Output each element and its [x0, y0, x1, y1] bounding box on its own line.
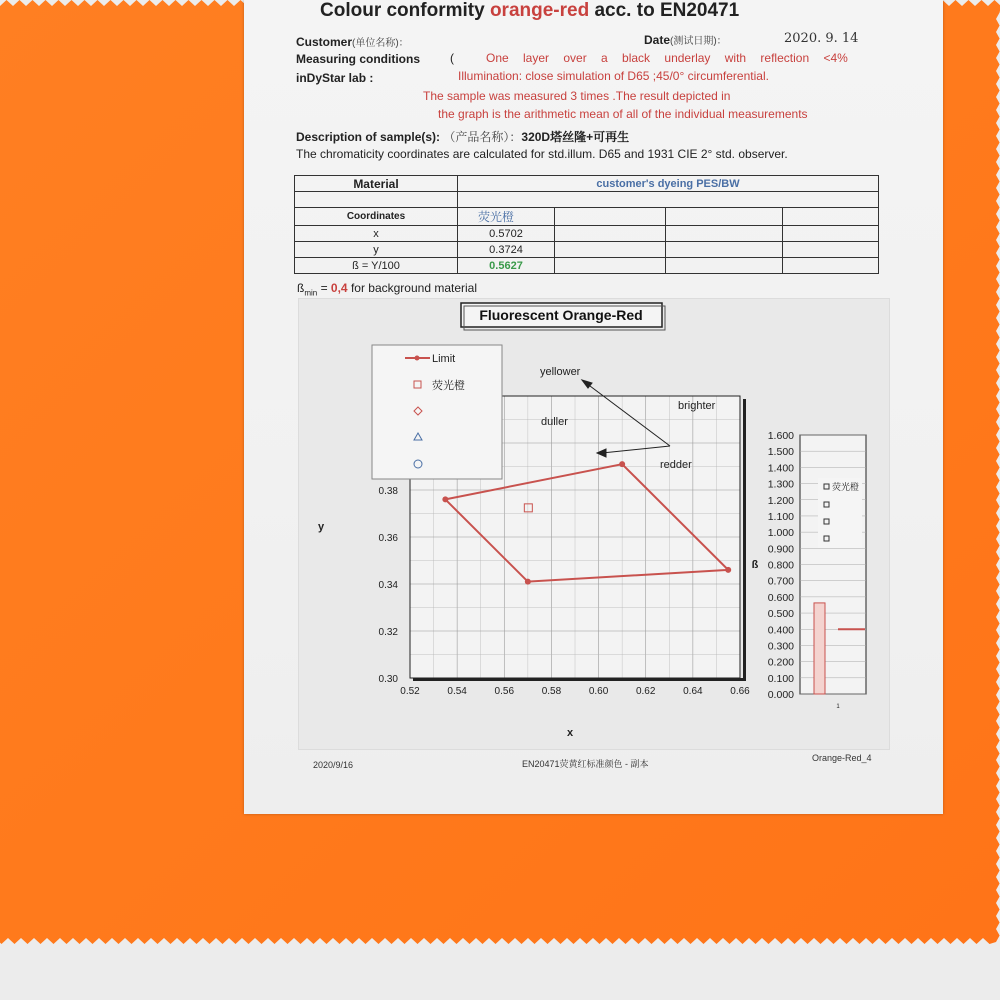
x-tick-label: 0.56 [494, 686, 515, 697]
chart-title: Fluorescent Orange-Red [479, 307, 643, 323]
measuring-open-paren: ( [450, 51, 454, 65]
coordinates-label: Coordinates [295, 208, 458, 226]
description-label: Description of sample(s): （产品名称）：320D塔丝隆+可再生 [296, 130, 630, 144]
x-label: x [295, 226, 458, 242]
measuring-line-1: One layer over a black underlay with reflection <4% [486, 51, 848, 65]
beta-tick-label: 0.700 [767, 575, 794, 588]
beta-bar-plot [752, 430, 866, 710]
lab-line-1: The sample was measured 3 times .The result depicted in [423, 89, 731, 103]
beta-tick-label: 0.800 [767, 559, 794, 572]
annotation-brighter: brighter [678, 400, 716, 412]
annotation-redder: redder [660, 459, 692, 471]
date-label: Date(测试日期)： [644, 33, 727, 47]
sample-name: 荧光橙 [458, 208, 555, 226]
beta-bar [814, 603, 825, 694]
footer-date: 2020/9/16 [313, 760, 354, 770]
customer-label: Customer(单位名称)： [296, 35, 409, 49]
annotation-yellower: yellower [540, 366, 581, 378]
beta-tick-label: 1.600 [767, 430, 794, 442]
x-tick-label: 0.64 [683, 686, 703, 697]
beta-legend [818, 478, 862, 548]
beta-label: ß = Y/100 [295, 258, 458, 274]
measuring-conditions-label: Measuring conditions [296, 52, 421, 66]
plot-shadow-right [743, 399, 746, 679]
limit-point [725, 567, 731, 573]
beta-tick-label: 1.200 [767, 494, 794, 507]
material-header: Material [295, 176, 458, 192]
limit-point [525, 579, 531, 585]
chromaticity-note: The chromaticity coordinates are calculated for std.illum. D65 and 1931 CIE 2° std. observer. [296, 147, 788, 161]
beta-tick-label: 0.300 [767, 640, 794, 653]
x-value: 0.5702 [458, 226, 555, 242]
lab-line-2: the graph is the arithmetic mean of all of the individual measurements [438, 107, 808, 121]
annotation-duller: duller [541, 416, 568, 428]
y-tick-label: 0.38 [378, 486, 398, 497]
limit-point [619, 461, 625, 467]
measuring-line-2: Illumination: close simulation of D65 ;45/0° circumferential. [458, 69, 769, 83]
limit-point [442, 496, 448, 502]
report-title: Colour conformity orange-red acc. to EN20471 [320, 0, 740, 21]
x-tick-label: 0.58 [541, 686, 562, 697]
beta-tick-label: 1.000 [767, 527, 794, 540]
x-tick-label: 0.52 [400, 686, 420, 697]
beta-tick-label: 1.500 [767, 446, 794, 459]
footer-center: EN20471荧黄红标准颜色 - 副本 [522, 759, 649, 769]
beta-tick-label: 1.400 [767, 462, 794, 475]
beta-legend-item: 荧光橙 [832, 483, 860, 493]
y-tick-label: 0.36 [378, 533, 398, 544]
y-tick-label: 0.34 [378, 580, 398, 591]
beta-min-note: $ß_{min} = 0,4$ for background material [297, 281, 478, 298]
x-axis-label: x [566, 727, 574, 739]
y-tick-label: 0.32 [378, 627, 398, 638]
legend-item: 荧光橙 [432, 379, 465, 392]
x-tick-label: 0.54 [447, 686, 467, 697]
y-label: y [295, 242, 458, 258]
beta-x-tick: 1 [836, 704, 840, 710]
legend-limit-marker [415, 356, 420, 361]
beta-tick-label: 1.100 [767, 510, 794, 523]
legend-item: Limit [432, 353, 456, 365]
x-tick-labels [400, 686, 750, 697]
beta-value: 0.5627 [458, 258, 555, 274]
x-tick-label: 0.66 [730, 686, 750, 697]
y-value: 0.3724 [458, 242, 555, 258]
beta-tick-label: 0.500 [767, 608, 794, 621]
y-axis-label: y [317, 521, 325, 533]
material-value: customer's dyeing PES/BW [458, 176, 879, 192]
beta-tick-label: 0.400 [767, 624, 794, 637]
legend-box [372, 345, 502, 479]
beta-tick-label: 0.100 [767, 672, 794, 685]
beta-axis-label: ß [751, 559, 759, 571]
x-tick-label: 0.62 [635, 686, 656, 697]
beta-tick-label: 0.900 [767, 543, 794, 556]
y-tick-label: 0.30 [378, 674, 398, 685]
beta-tick-labels [768, 430, 794, 701]
beta-tick-label: 0.600 [767, 591, 794, 604]
beta-tick-label: 0.200 [767, 656, 794, 669]
beta-tick-label: 1.300 [767, 478, 794, 491]
chart-legend [372, 345, 502, 479]
date-value: 2020. 9. 14 [784, 31, 859, 46]
lab-label: inDyStar lab : [296, 71, 374, 85]
footer-right: Orange-Red_4 [812, 753, 872, 763]
x-tick-label: 0.60 [588, 686, 609, 697]
beta-tick-label: 0.000 [767, 689, 794, 701]
